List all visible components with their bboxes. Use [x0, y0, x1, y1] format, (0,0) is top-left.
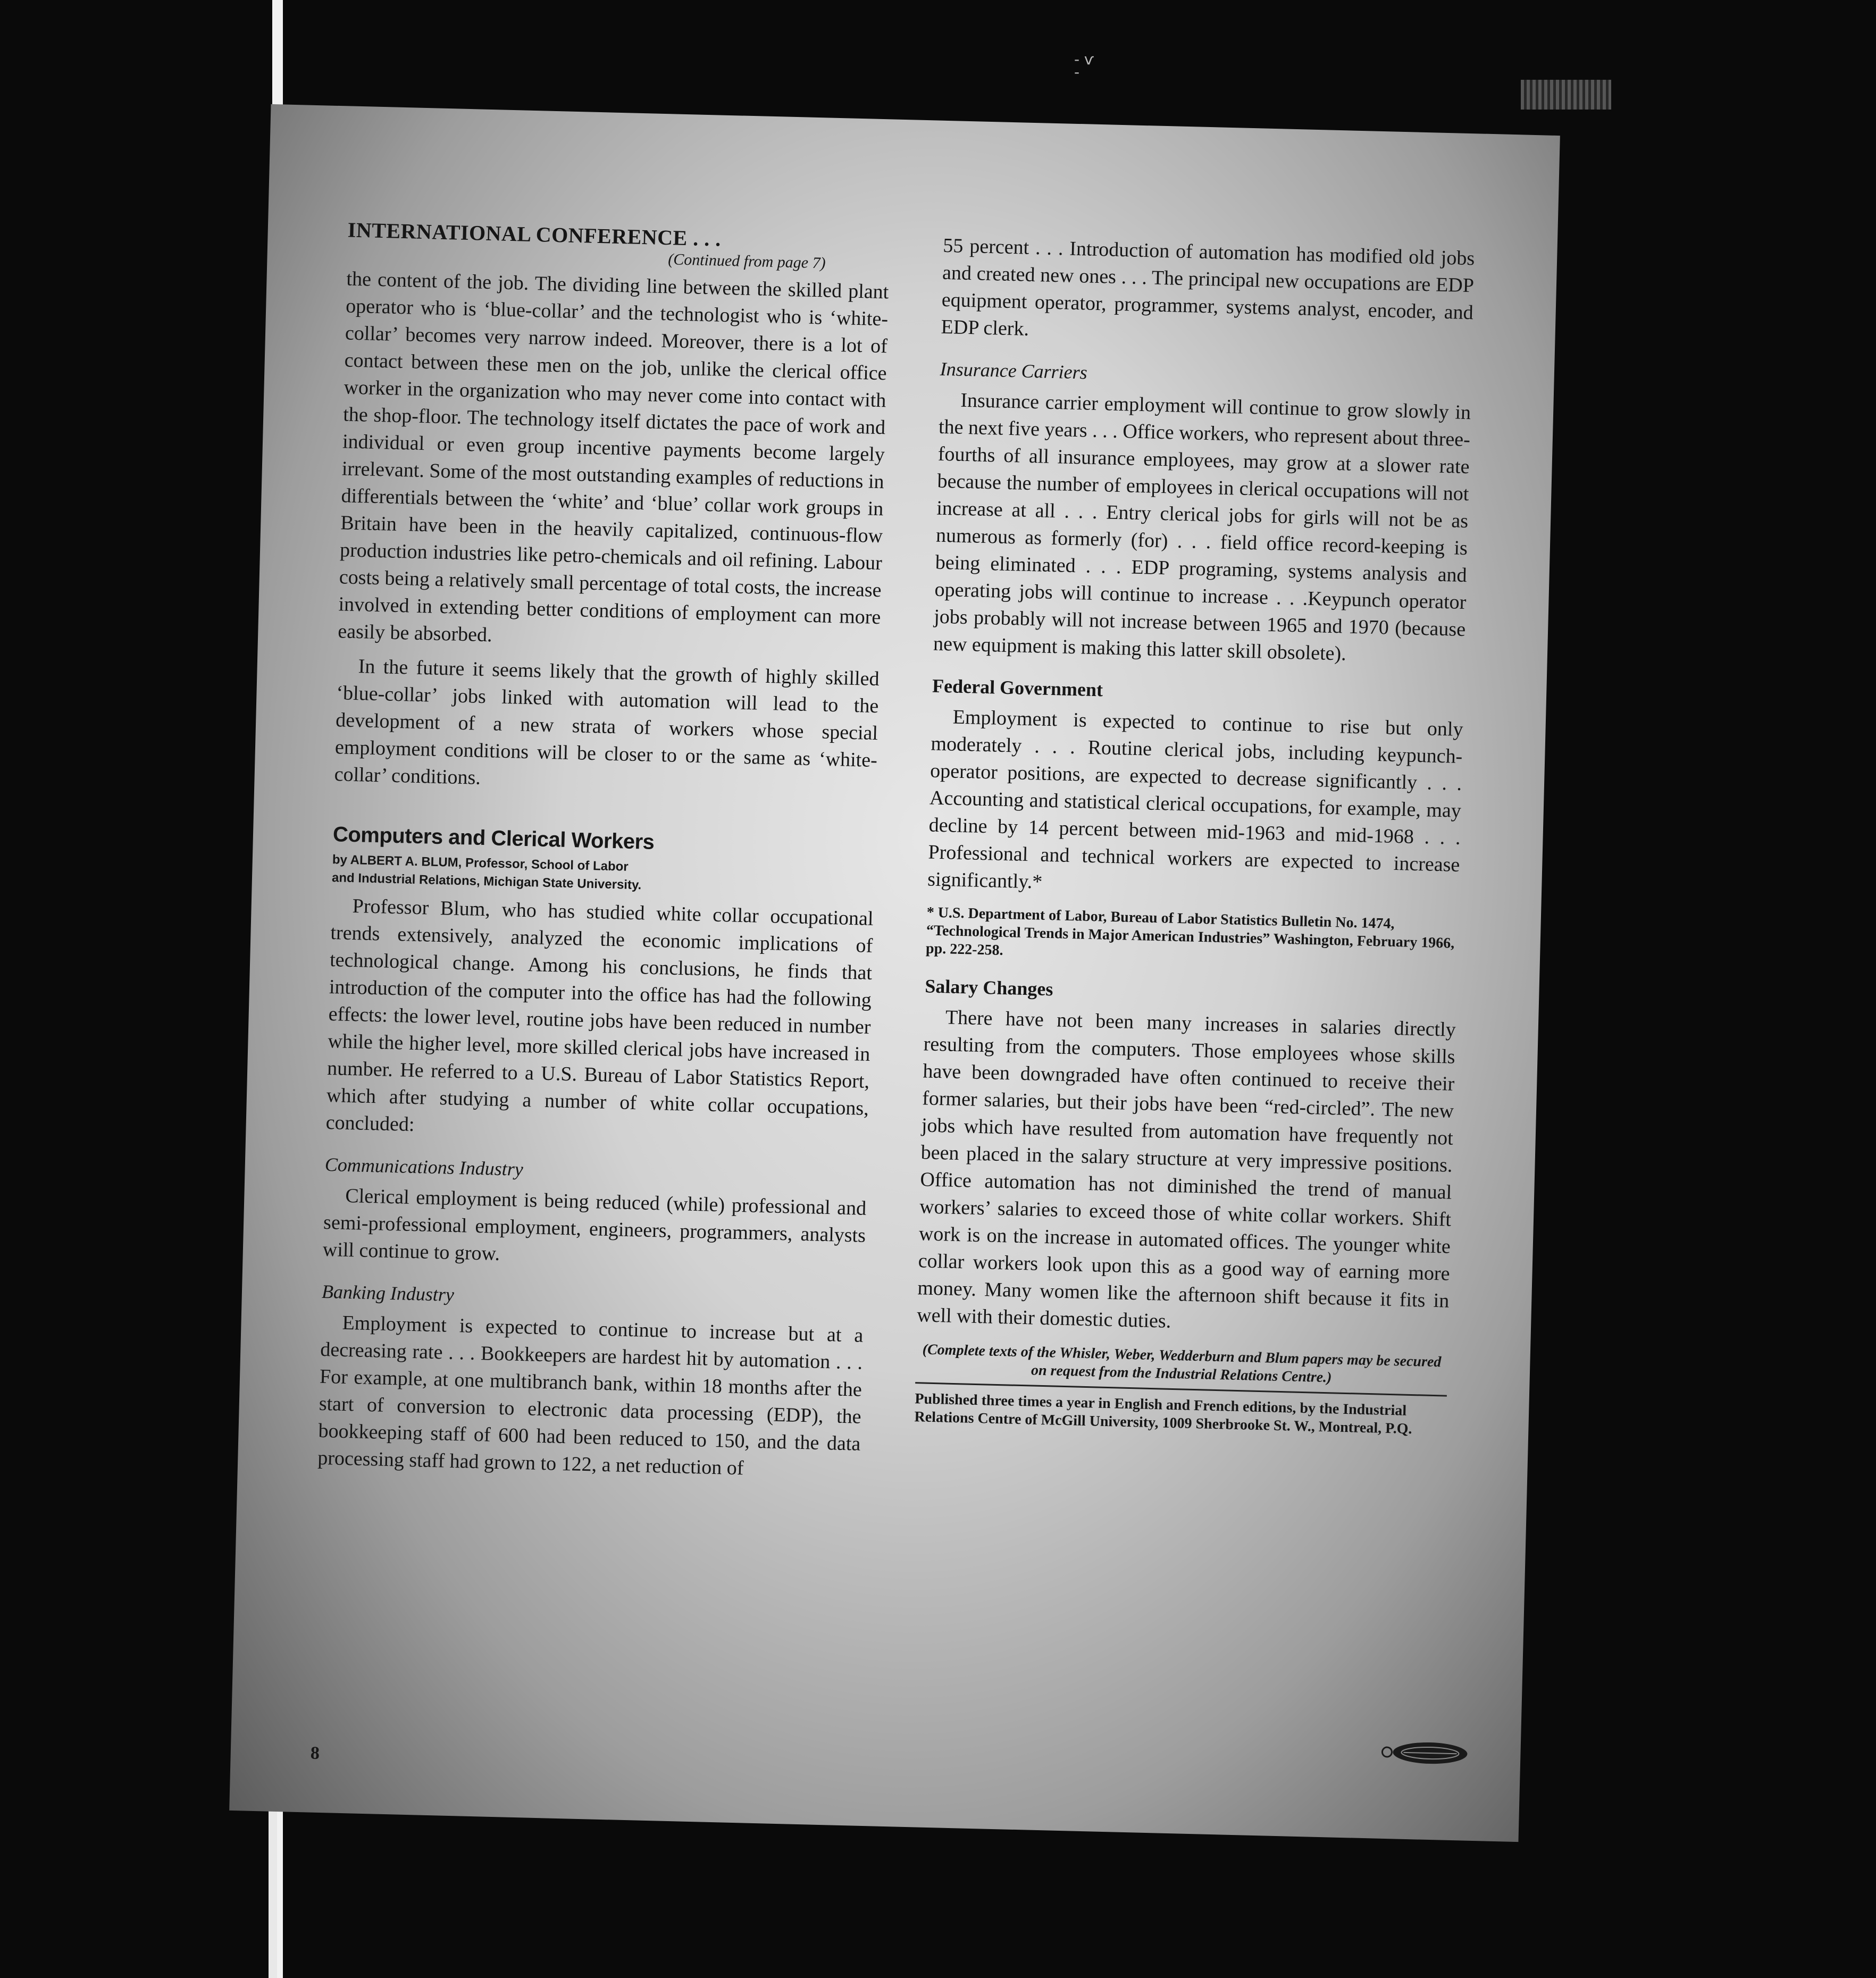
film-noise	[1521, 80, 1611, 110]
byline-line: and Industrial Relations, Michigan State University.	[331, 870, 642, 893]
paragraph: Employment is expected to continue to increase but at a decreasing rate . . . Bookkeepers are hardest hit by automation . . . For example, at one multibranch bank, within 18 months after the start of conversion to electronic data processing (EDP), the bookkeeping staff of 600 had been reduced to 150, and the data processing staff had grown to 122, a net reduction of	[317, 1311, 864, 1480]
page-number: 8	[310, 1743, 320, 1764]
left-column	[317, 217, 890, 1492]
subheading: Insurance Carriers	[940, 358, 1088, 383]
paragraph: Employment is expected to continue to rise but only moderately . . . Routine clerical jobs, including keypunch-operator positions, are expected to decrease significantly . . . Accounting and statistical clerical occupations, for example, may decline by 14 percent between mid-1963 and mid-1968 . . . Professional and technical workers are expected to increase significantly.*	[927, 706, 1464, 893]
section-heading: INTERNATIONAL CONFERENCE . . .	[347, 217, 722, 251]
union-label-icon	[1379, 1738, 1470, 1769]
publication-note: Published three times a year in English and French editions, by the Industrial Relations Centre of McGill University, 1009 Sherbrooke St. W., Montreal, P.Q.	[914, 1390, 1412, 1438]
frame-mark: - ѵ -	[1074, 51, 1094, 81]
footnote: * U.S. Department of Labor, Bureau of Labor Statistics Bulletin No. 1474, “Technological Trends in Major American Industries” Washington, February 1966, pp. 222-258.	[925, 904, 1455, 959]
paragraph: the content of the job. The dividing line between the skilled plant operator who is ‘blue-collar’ and the technologist who is ‘white-collar’ becomes very narrow indeed. Moreover, there is a lot of contact between these men on the job, unlike the clerical office worker in the organization who may never come into contact with the shop-floor. The technology itself dictates the pace of work and individual or even group incentive payments become largely irrelevant. Some of the most outstanding examples of reductions in differentials between the ‘white’ and ‘blue’ collar work groups in Britain have been in the heavily capitalized, continuous-flow production industries like petro-chemicals and oil refining. Labour costs being a relatively small percentage of total costs, the increase involved in extending better conditions of employment can more easily be absorbed.	[337, 267, 889, 647]
subheading: Federal Government	[932, 675, 1103, 701]
continued-note: (Continued from page 7)	[667, 250, 826, 272]
paragraph: In the future it seems likely that the growth of highly skilled ‘blue-collar’ jobs linked with automation will lead to the development of a new strata of workers whose special employment conditions will be closer to or the same as ‘white-collar’ conditions.	[334, 655, 880, 789]
subheading: Salary Changes	[924, 975, 1053, 1000]
subheading: Banking Industry	[321, 1280, 455, 1305]
paragraph: Professor Blum, who has studied white collar occupational trends extensively, analyzed the economic implications of technological change. Among his conclusions, he finds that introduction of the computer into the office has had the following effects: the lower level, routine jobs have been reduced in number while the higher level, more skilled clerical jobs have increased in number. He referred to a U.S. Bureau of Labor Statistics Report, which after studying a number of white collar occupations, concluded:	[325, 895, 874, 1136]
right-column	[914, 232, 1475, 1439]
union-label-icon	[1379, 1738, 1470, 1769]
scanned-page	[229, 104, 1560, 1842]
subheading: Communications Industry	[324, 1153, 524, 1180]
article-title: Computers and Clerical Workers	[332, 823, 655, 854]
paragraph: Clerical employment is being reduced (while) professional and semi-professional employment, engineers, programmers, analysts will continue to grow.	[322, 1184, 867, 1265]
complete-texts-note: (Complete texts of the Whisler, Weber, Wedderburn and Blum papers may be secured on request from the Industrial Relations Centre.)	[922, 1341, 1442, 1386]
paragraph: There have not been many increases in salaries directly resulting from the computers. Those employees whose skills have been downgraded have often continued to receive their former salaries, but their jobs have been “red-circled”. The new jobs which have resulted from automation have frequently not been placed in the salary structure at very impressive positions. Office automation has not diminished the trend of manual workers’ salaries to exceed those of white collar workers. Shift work is on the increase in automated offices. The younger white collar workers look upon this as a good way of earning more money. Many women like the afternoon shift because it fits in well with their domestic duties.	[916, 1006, 1456, 1332]
film-strip-lower	[269, 1800, 277, 1978]
paragraph: Insurance carrier employment will continue to grow slowly in the next five years . . . Office workers, who represent about three-fourths of all insurance employees, may grow at a slower rate because the number of employees in clerical occupations will not increase at all . . . Entry clerical jobs for girls will not be as numerous as formerly (for) . . . field office record-keeping is being eliminated . . . EDP programing, systems analysis and operating jobs will continue to increase . . .Keypunch operator jobs probably will not increase between 1965 and 1970 (because new equipment is making this latter skill obsolete).	[933, 389, 1471, 665]
byline-line: by ALBERT A. BLUM, Professor, School of Labor	[332, 852, 629, 874]
paragraph: 55 percent . . . Introduction of automation has modified old jobs and created new ones . . . The principal new occupations are EDP equipment operator, programmer, systems analyst, encoder, and EDP clerk.	[941, 234, 1475, 340]
